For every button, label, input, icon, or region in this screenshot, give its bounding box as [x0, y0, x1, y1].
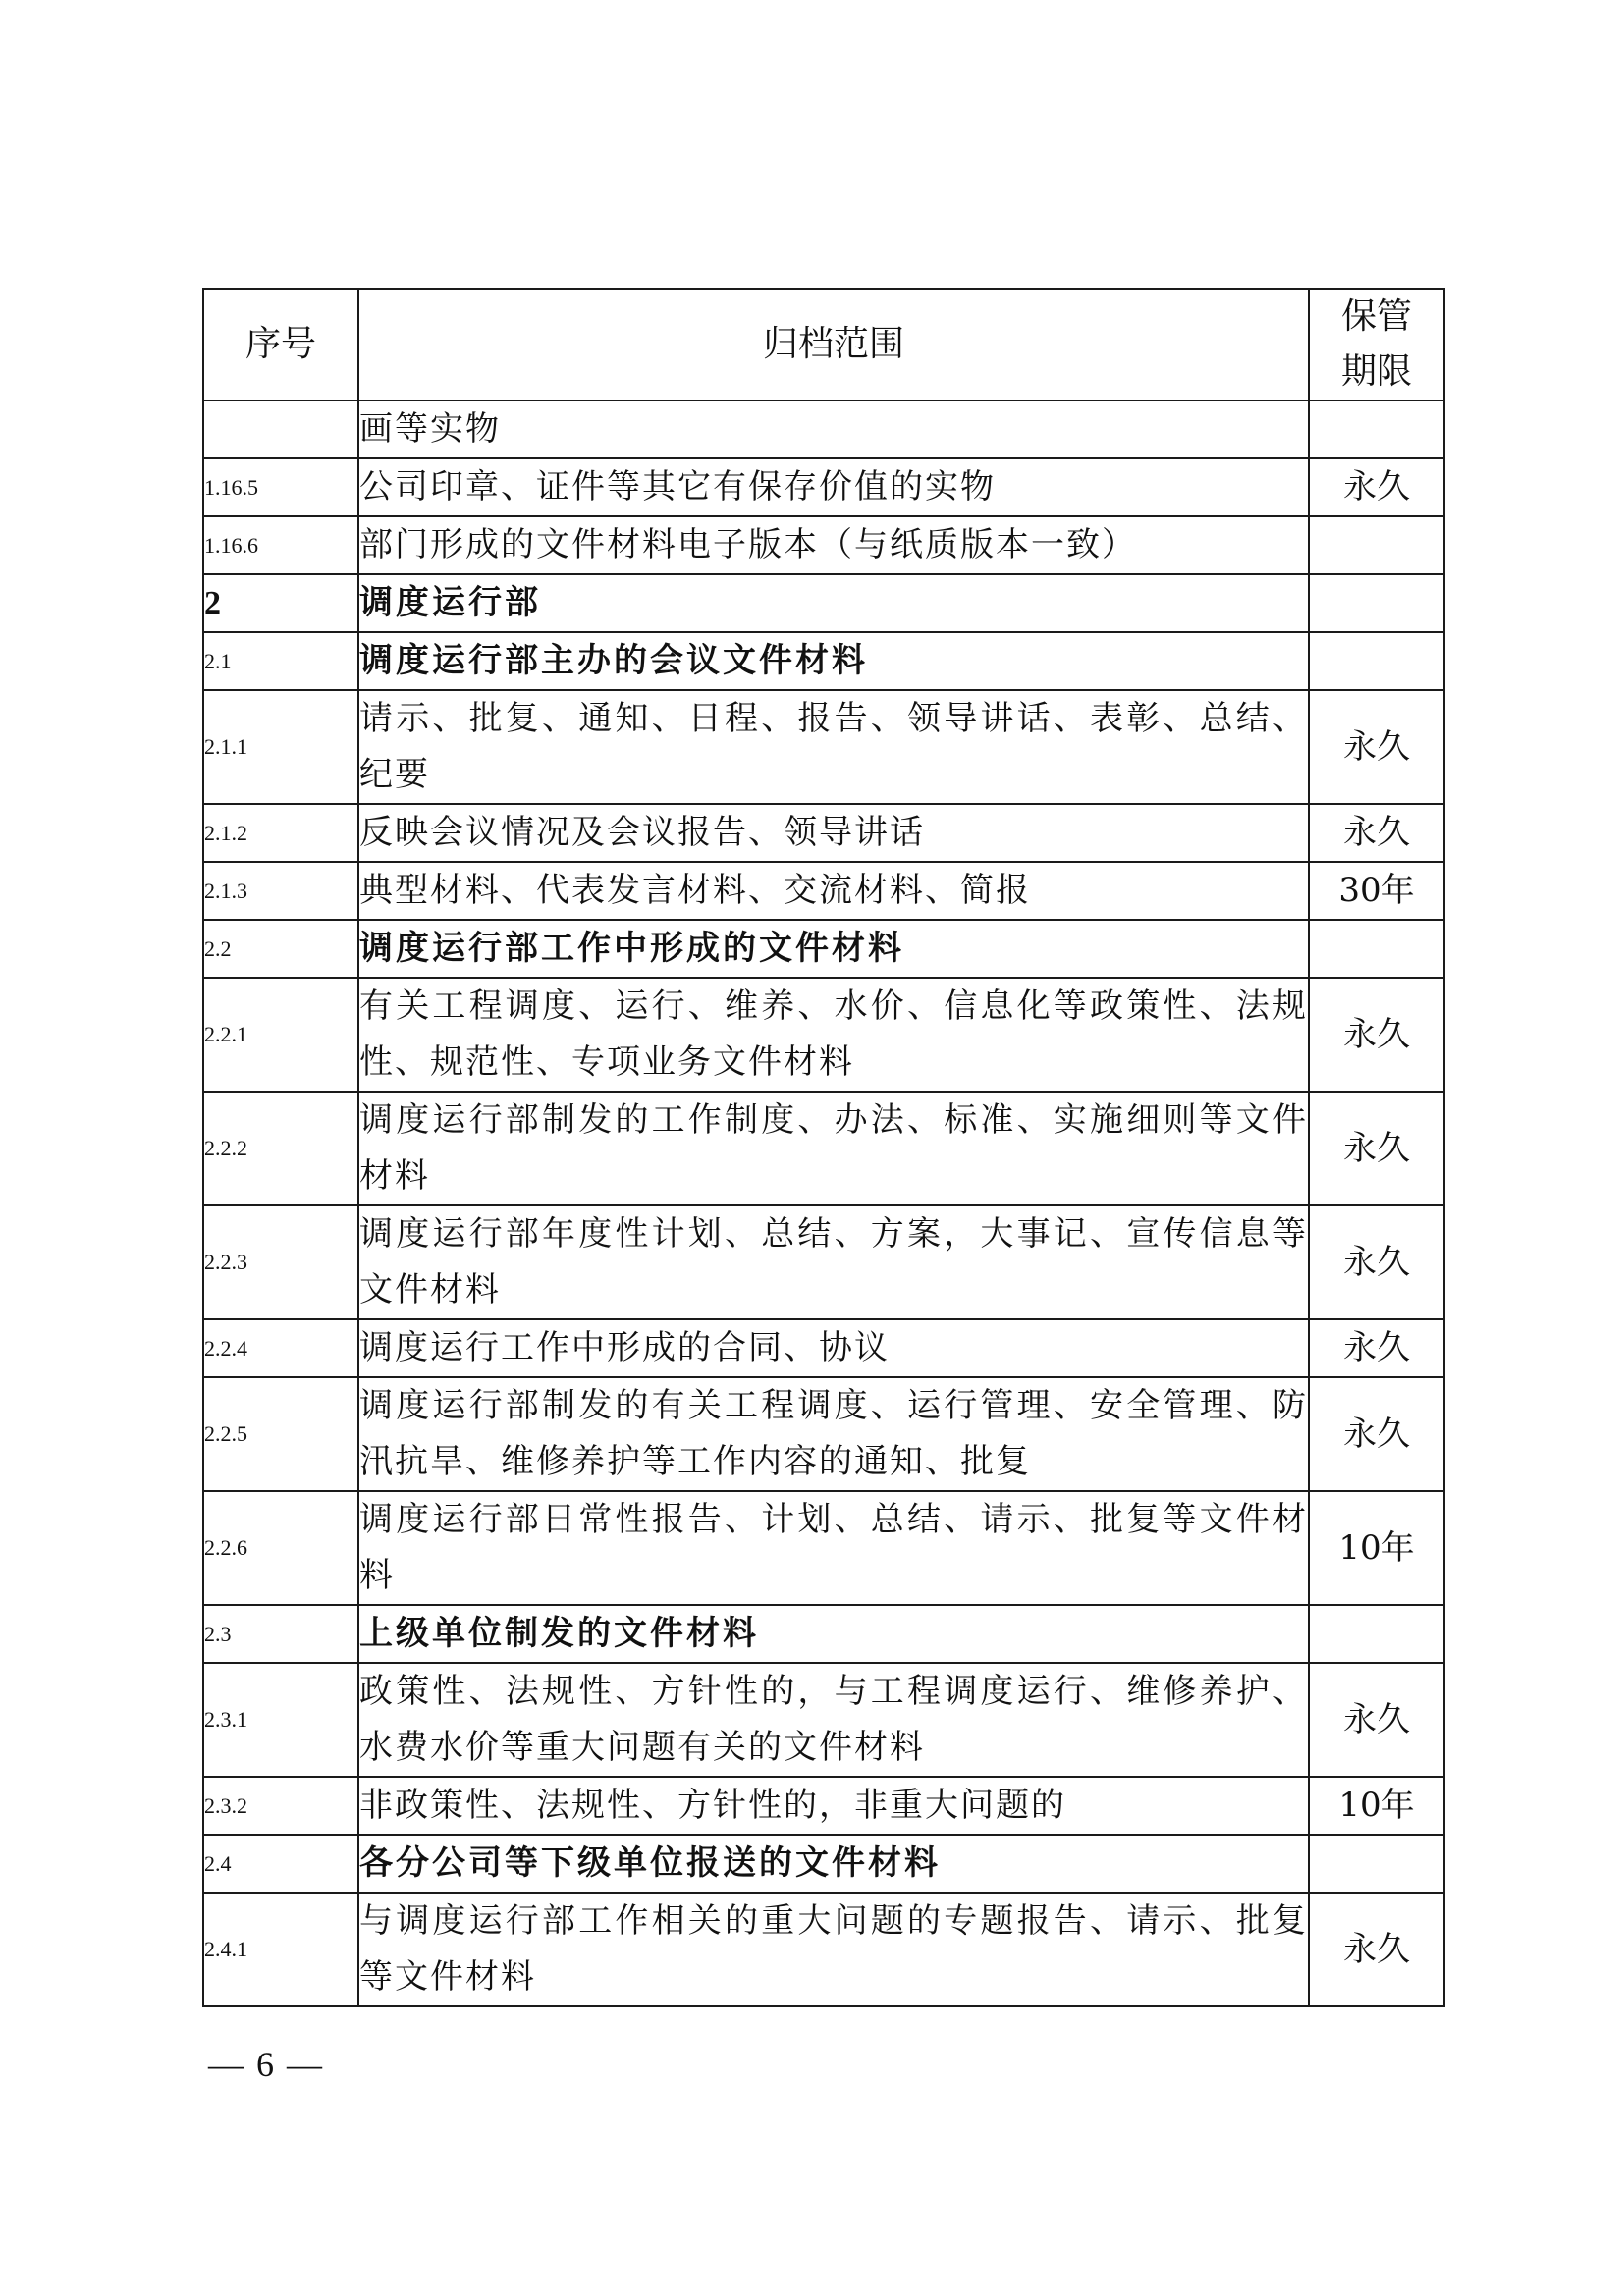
row-number: 2 [203, 574, 358, 632]
row-scope: 政策性、法规性、方针性的，与工程调度运行、维修养护、水费水价等重大问题有关的文件材料 [358, 1663, 1309, 1777]
table-row [203, 1663, 1444, 1777]
table-row [203, 1835, 1444, 1893]
row-number: 2.1.1 [203, 690, 358, 804]
table-row [203, 574, 1444, 632]
row-scope: 部门形成的文件材料电子版本（与纸质版本一致） [358, 516, 1309, 574]
row-retention-period: 10年 [1309, 1777, 1444, 1835]
row-retention-period: 10年 [1309, 1491, 1444, 1605]
table-row [203, 920, 1444, 978]
row-number: 2.2 [203, 920, 358, 978]
table-row [203, 1205, 1444, 1319]
table-row [203, 804, 1444, 862]
row-number: 2.1.2 [203, 804, 358, 862]
section-heading: 上级单位制发的文件材料 [358, 1605, 1309, 1663]
row-number: 2.1.3 [203, 862, 358, 920]
row-scope: 调度运行部制发的有关工程调度、运行管理、安全管理、防汛抗旱、维修养护等工作内容的通知、批复 [358, 1377, 1309, 1491]
row-scope: 调度运行部年度性计划、总结、方案，大事记、宣传信息等文件材料 [358, 1205, 1309, 1319]
header-retention-period [1309, 289, 1444, 400]
row-retention-period: 永久 [1309, 978, 1444, 1092]
row-number: 2.4.1 [203, 1893, 358, 2006]
row-retention-period: 永久 [1309, 690, 1444, 804]
row-number: 2.2.6 [203, 1491, 358, 1605]
table-row [203, 1777, 1444, 1835]
header-period-line1: 保管 [1340, 296, 1412, 337]
row-scope: 非政策性、法规性、方针性的，非重大问题的 [358, 1777, 1309, 1835]
row-retention-period [1309, 1605, 1444, 1663]
row-retention-period [1309, 574, 1444, 632]
row-number: 2.1 [203, 632, 358, 690]
header-period-line2: 期限 [1340, 351, 1412, 392]
row-number: 2.2.3 [203, 1205, 358, 1319]
row-retention-period [1309, 632, 1444, 690]
row-number: 2.2.4 [203, 1319, 358, 1377]
table-row [203, 1491, 1444, 1605]
table-row [203, 400, 1444, 458]
row-scope: 有关工程调度、运行、维养、水价、信息化等政策性、法规性、规范性、专项业务文件材料 [358, 978, 1309, 1092]
table-row [203, 516, 1444, 574]
row-retention-period: 永久 [1309, 1663, 1444, 1777]
row-scope: 与调度运行部工作相关的重大问题的专题报告、请示、批复等文件材料 [358, 1893, 1309, 2006]
row-scope: 调度运行工作中形成的合同、协议 [358, 1319, 1309, 1377]
row-number [203, 400, 358, 458]
table-row [203, 1605, 1444, 1663]
row-retention-period: 永久 [1309, 1893, 1444, 2006]
table-row [203, 1319, 1444, 1377]
row-number: 1.16.6 [203, 516, 358, 574]
row-retention-period [1309, 400, 1444, 458]
header-number: 序号 [203, 289, 358, 400]
row-retention-period: 30年 [1309, 862, 1444, 920]
table-row [203, 1377, 1444, 1491]
row-number: 2.3.1 [203, 1663, 358, 1777]
row-retention-period [1309, 1835, 1444, 1893]
row-retention-period: 永久 [1309, 1092, 1444, 1205]
table-row [203, 978, 1444, 1092]
row-retention-period [1309, 516, 1444, 574]
table-body [203, 400, 1444, 2006]
row-number: 2.4 [203, 1835, 358, 1893]
row-scope: 调度运行部制发的工作制度、办法、标准、实施细则等文件材料 [358, 1092, 1309, 1205]
row-scope: 公司印章、证件等其它有保存价值的实物 [358, 458, 1309, 516]
table-row [203, 458, 1444, 516]
row-scope: 画等实物 [358, 400, 1309, 458]
table-header-row [203, 289, 1444, 400]
table-row [203, 690, 1444, 804]
row-scope: 典型材料、代表发言材料、交流材料、简报 [358, 862, 1309, 920]
row-scope: 请示、批复、通知、日程、报告、领导讲话、表彰、总结、纪要 [358, 690, 1309, 804]
table-row [203, 1893, 1444, 2006]
row-number: 2.3 [203, 1605, 358, 1663]
section-heading: 各分公司等下级单位报送的文件材料 [358, 1835, 1309, 1893]
row-number: 2.2.1 [203, 978, 358, 1092]
row-retention-period [1309, 920, 1444, 978]
section-heading: 调度运行部 [358, 574, 1309, 632]
row-retention-period: 永久 [1309, 1377, 1444, 1491]
row-retention-period: 永久 [1309, 804, 1444, 862]
row-number: 2.3.2 [203, 1777, 358, 1835]
page-number: — 6 — [208, 2045, 324, 2084]
row-number: 2.2.5 [203, 1377, 358, 1491]
section-heading: 调度运行部工作中形成的文件材料 [358, 920, 1309, 978]
row-retention-period: 永久 [1309, 1319, 1444, 1377]
row-retention-period: 永久 [1309, 458, 1444, 516]
table-row [203, 632, 1444, 690]
table-row [203, 862, 1444, 920]
section-heading: 调度运行部主办的会议文件材料 [358, 632, 1309, 690]
row-number: 1.16.5 [203, 458, 358, 516]
row-number: 2.2.2 [203, 1092, 358, 1205]
archive-scope-table [202, 288, 1445, 2007]
row-scope: 调度运行部日常性报告、计划、总结、请示、批复等文件材料 [358, 1491, 1309, 1605]
row-retention-period: 永久 [1309, 1205, 1444, 1319]
header-scope: 归档范围 [358, 289, 1309, 400]
table-row [203, 1092, 1444, 1205]
row-scope: 反映会议情况及会议报告、领导讲话 [358, 804, 1309, 862]
